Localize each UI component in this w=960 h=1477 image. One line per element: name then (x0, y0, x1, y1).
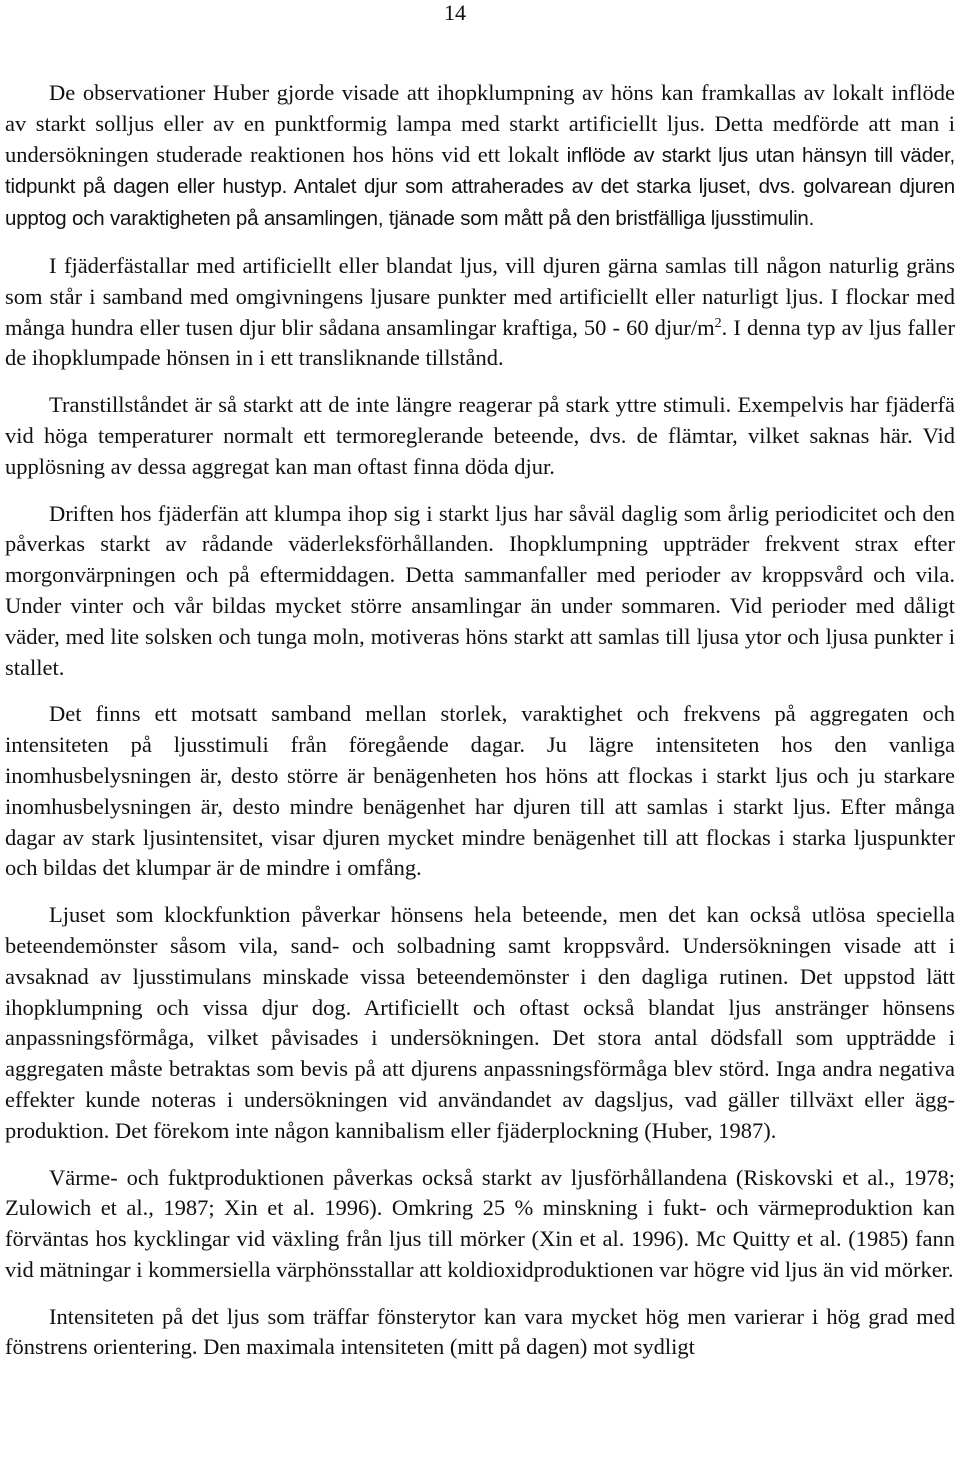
paragraph-5: Det finns ett motsatt samband mellan storlek, varaktighet och frekvens på aggregaten och intensiteten på ljusstimuli från föregående dagar. Ju lägre intensiteten hos den vanliga inomhusbelysningen är, desto större är benägenheten hos höns att flockas i starkt ljus och ju starkare inomhusbelysningen är, desto mindre benägenhet har djuren till att samlas i starkt ljus. Efter många dagar av stark ljusintensitet, visar djuren mycket mindre benägenhet till att flockas i starka ljuspunkter och bildas det klumpar är de mindre i omfång. (5, 701, 955, 881)
document-body (5, 78, 955, 1379)
paragraph-2-text-a: I fjäderfästallar med artificiellt eller blandat ljus, vill djuren gärna samlas till någon naturlig gräns som står i samband med omgivningens ljusare punkter med artificiellt eller naturligt ljus. I flockar med många hundra eller tusen djur blir sådana ansamlingar kraftiga, 50 - 60 djur/m (5, 252, 955, 340)
paragraph-4: Driften hos fjäderfän att klumpa ihop sig i starkt ljus har såväl daglig som årlig periodicitet och den påverkas starkt av rådande väderleksförhållanden. Ihopklumpning uppträder frekvent strax efter morgonvärpningen och på eftermiddagen. Detta sammanfaller med perioder av kroppsvård och vila. Under vinter och vår bildas mycket större ansamlingar än under sommaren. Vid perioder med dåligt väder, med lite solsken och tunga moln, motiveras höns starkt att samlas till ljusa ytor och ljusa punkter i stallet. (5, 500, 955, 680)
paragraph-1-serif-text: De observationer Huber gjorde visade att ihopklumpning av höns kan framkallas av lokalt inflöde av starkt solljus eller av en punktformig lampa med starkt artificiellt ljus. Detta medförde att man i undersökningen studerade reaktionen hos höns vid ett lokalt (5, 80, 955, 167)
superscript: 2 (714, 315, 722, 331)
paragraph-3: Transtillståndet är så starkt att de inte längre reagerar på stark yttre stimuli. Exempelvis har fjäderfä vid höga temperaturer normalt ett termoreglerande beteende, dvs. de flämtar, vilket saknas här. Vid upplösning av dessa aggregat kan man oftast finna döda djur. (5, 392, 955, 479)
paragraph-1-sans-text: inflöde av starkt ljus utan hänsyn till väder, tidpunkt på dagen eller hustyp. Antalet djur som attraherades av det starka ljuset, dvs. golvarean djuren upptog och varaktigheten på ansamlingen, tjänade som mått på den bristfälliga ljusstimulin. (5, 143, 955, 231)
page-number: 14 (444, 0, 466, 25)
paragraph-1 (5, 78, 955, 235)
paragraph-2-text-b: . I denna typ av ljus faller de ihopklumpade hönsen in i ett transliknande tillstånd. (5, 314, 955, 371)
paragraph-6: Ljuset som klockfunktion påverkar hönsens hela beteende, men det kan också utlösa speciella beteendemönster såsom vila, sand- och solbadning samt kroppsvård. Undersökningen visade att i avsaknad av ljusstimulans minskade vissa beteendemönster i den dagliga rutinen. Det uppstod lätt ihopklumpning och vissa djur dog. Artificiellt och oftast också blandat ljus anstränger hönsens anpassningsförmåga, vilket påvisades i undersökningen. Det stora antal dödsfall som uppträdde i aggregaten måste betraktas som bevis på att djurens anpassningsförmåga blev störd. Inga andra negativa effekter kunde noteras i undersökningen vid användandet av dagsljus, vad gäller tillväxt eller ägg-produktion. Det förekom inte någon kannibalism eller fjäderplockning (Huber, 1987). (5, 902, 955, 1143)
paragraph-8: Intensiteten på det ljus som träffar fönsterytor kan vara mycket hög men varierar i hög grad med fönstrens orientering. Den maximala intensiteten (mitt på dagen) mot sydligt (5, 1303, 955, 1360)
paragraph-7: Värme- och fuktproduktionen påverkas också starkt av ljusförhållandena (Riskovski et al., 1978; Zulowich et al., 1987; Xin et al. 1996). Omkring 25 % minskning i fukt- och värmeproduktion kan förväntas hos kycklingar vid växling från ljus till mörker (Xin et al. 1996). Mc Quitty et al. (1985) fann vid mätningar i kommersiella värphönsstallar att koldioxidproduktionen var högre vid ljus än vid mörker. (5, 1164, 955, 1282)
paragraph-2 (5, 251, 955, 374)
